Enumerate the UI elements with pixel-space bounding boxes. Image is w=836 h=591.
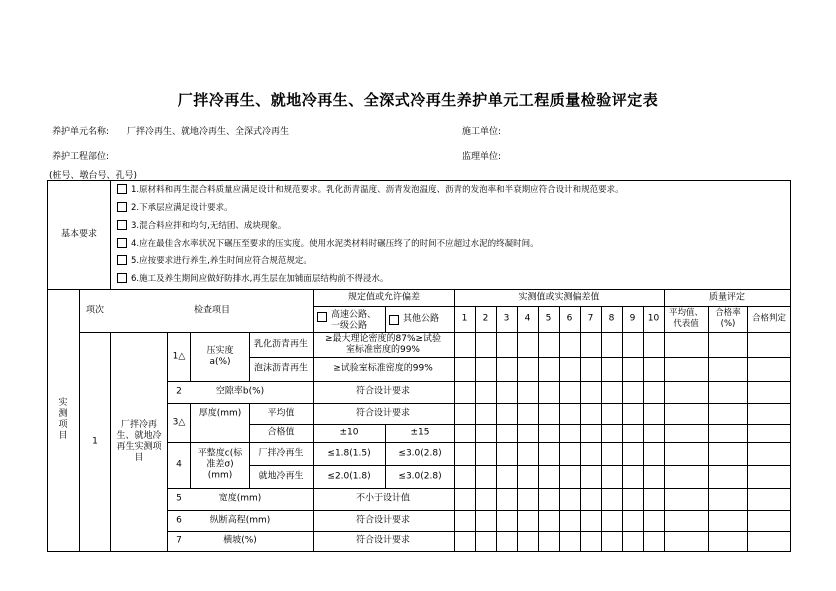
checkbox-icon[interactable]: [117, 273, 127, 283]
checkbox-icon[interactable]: [117, 184, 127, 194]
compaction-name: 压实度a(%): [206, 346, 234, 367]
row-no: 4: [176, 459, 182, 470]
measured-header: 实测值或实测偏差值: [518, 292, 600, 303]
unit-name-value: 厂拌冷再生、就地冷再生、全深式冷再生: [127, 127, 290, 137]
thickness-avg-label: 平均值: [267, 408, 295, 419]
avg-header: 平均值、代表值: [668, 308, 703, 329]
width-spec: 不小于设计值: [355, 493, 411, 504]
row-no: 7: [176, 535, 182, 546]
measured-col-header: 4: [524, 313, 531, 324]
requirement-item-1[interactable]: 1.原材料和再生混合料质量应满足设计和规范要求。乳化沥青温度、沥青发泡温度、沥青的发泡率和半衰期应符合设计和规范要求。: [117, 183, 624, 195]
thickness-avg-spec: 符合设计要求: [355, 408, 411, 419]
supervision-unit-label: 监理单位:: [462, 152, 502, 162]
group-seq: 1: [92, 436, 98, 447]
requirement-item-5[interactable]: 5.应按要求进行养生,养生时间应符合规范规定。: [117, 254, 312, 266]
pass-rate-header: 合格率(%): [715, 308, 741, 329]
basic-requirements-label: 基本要求: [60, 229, 98, 240]
flatness-insitu-spec1: ≤2.0(1.8): [327, 471, 371, 482]
requirement-item-2[interactable]: 2.下承层应满足设计要求。: [117, 201, 233, 213]
foam-spec: ≥试验室标准密度的99%: [333, 363, 433, 374]
project-site-label: 养护工程部位:: [52, 152, 110, 162]
flatness-name: 平整度c(标准差σ)(mm): [197, 448, 243, 481]
measured-col-header: 7: [587, 313, 594, 324]
requirement-item-3[interactable]: 3.混合料应拌和均匀,无结团、成块现象。: [117, 219, 286, 231]
thickness-pass-label: 合格值: [267, 427, 295, 438]
emulsion-spec: ≥最大理论密度的87%≥试验室标准密度的99%: [324, 334, 442, 355]
construction-unit-label: 施工单位:: [462, 127, 502, 137]
crossfall-name: 横坡(%): [223, 535, 257, 546]
elevation-name: 纵断高程(mm): [209, 515, 271, 526]
void-name: 空隙率b(%): [215, 386, 265, 397]
eval-header: 质量评定: [708, 292, 746, 303]
requirement-item-6[interactable]: 6.施工及养生期间应做好防排水,再生层在加铺面层结构前不得浸水。: [117, 272, 388, 284]
row-no: 3△: [172, 417, 186, 428]
measured-col-header: 3: [503, 313, 510, 324]
checkbox-icon[interactable]: [117, 255, 127, 265]
unit-name-label: 养护单元名称:: [52, 127, 110, 137]
measured-col-header: 5: [545, 313, 552, 324]
crossfall-spec: 符合设计要求: [355, 535, 411, 546]
row-no: 5: [176, 493, 182, 504]
checkbox-icon[interactable]: [317, 312, 327, 322]
emulsion-label: 乳化沥青再生: [253, 339, 309, 350]
checkbox-icon[interactable]: [117, 202, 127, 212]
thickness-pass-spec1: ±10: [339, 427, 359, 438]
foam-label: 泡沫沥青再生: [253, 363, 309, 374]
measured-col-header: 6: [566, 313, 573, 324]
group-name: 厂拌冷再生、就地冷再生实测项目: [116, 420, 162, 463]
thickness-name: 厚度(mm): [198, 408, 242, 419]
page-title: 厂拌冷再生、就地冷再生、全深式冷再生养护单元工程质量检验评定表: [177, 91, 659, 109]
flatness-insitu-label: 就地冷再生: [258, 471, 304, 482]
elevation-spec: 符合设计要求: [355, 515, 411, 526]
width-name: 宽度(mm): [218, 493, 262, 504]
measured-items-label: 实 测 项 目: [58, 398, 68, 441]
flatness-insitu-spec2: ≤3.0(2.8): [398, 471, 442, 482]
measured-col-header: 2: [482, 313, 489, 324]
measured-col-header: 9: [629, 313, 636, 324]
measured-col-header: 8: [608, 313, 615, 324]
row-no: 6: [176, 515, 182, 526]
judgement-header: 合格判定: [751, 313, 787, 324]
measured-col-header: 1: [461, 313, 468, 324]
row-no: 1△: [172, 351, 186, 362]
flatness-plant-label: 厂拌冷再生: [258, 448, 304, 459]
spec-col2-header[interactable]: 其他公路: [389, 314, 439, 325]
flatness-plant-spec2: ≤3.0(2.8): [398, 448, 442, 459]
measured-col-header: 10: [647, 313, 660, 324]
checkbox-icon[interactable]: [389, 315, 399, 325]
flatness-plant-spec1: ≤1.8(1.5): [327, 448, 371, 459]
seq-header: 项次: [85, 305, 105, 316]
void-spec: 符合设计要求: [355, 386, 411, 397]
checkbox-icon[interactable]: [117, 220, 127, 230]
row-no: 2: [176, 386, 182, 397]
thickness-pass-spec2: ±15: [410, 427, 430, 438]
spec-col1-header[interactable]: 高速公路、一级公路: [317, 310, 379, 332]
requirement-item-4[interactable]: 4.应在最佳含水率状况下碾压至要求的压实度。使用水泥类材料时碾压终了的时间不应超过水泥的终凝时间。: [117, 237, 539, 249]
spec-header: 规定值或允许偏差: [347, 292, 421, 303]
checkbox-icon[interactable]: [117, 238, 127, 248]
pile-note: (桩号、墩台号、孔号): [49, 171, 138, 181]
check-item-header: 检查项目: [193, 305, 231, 316]
